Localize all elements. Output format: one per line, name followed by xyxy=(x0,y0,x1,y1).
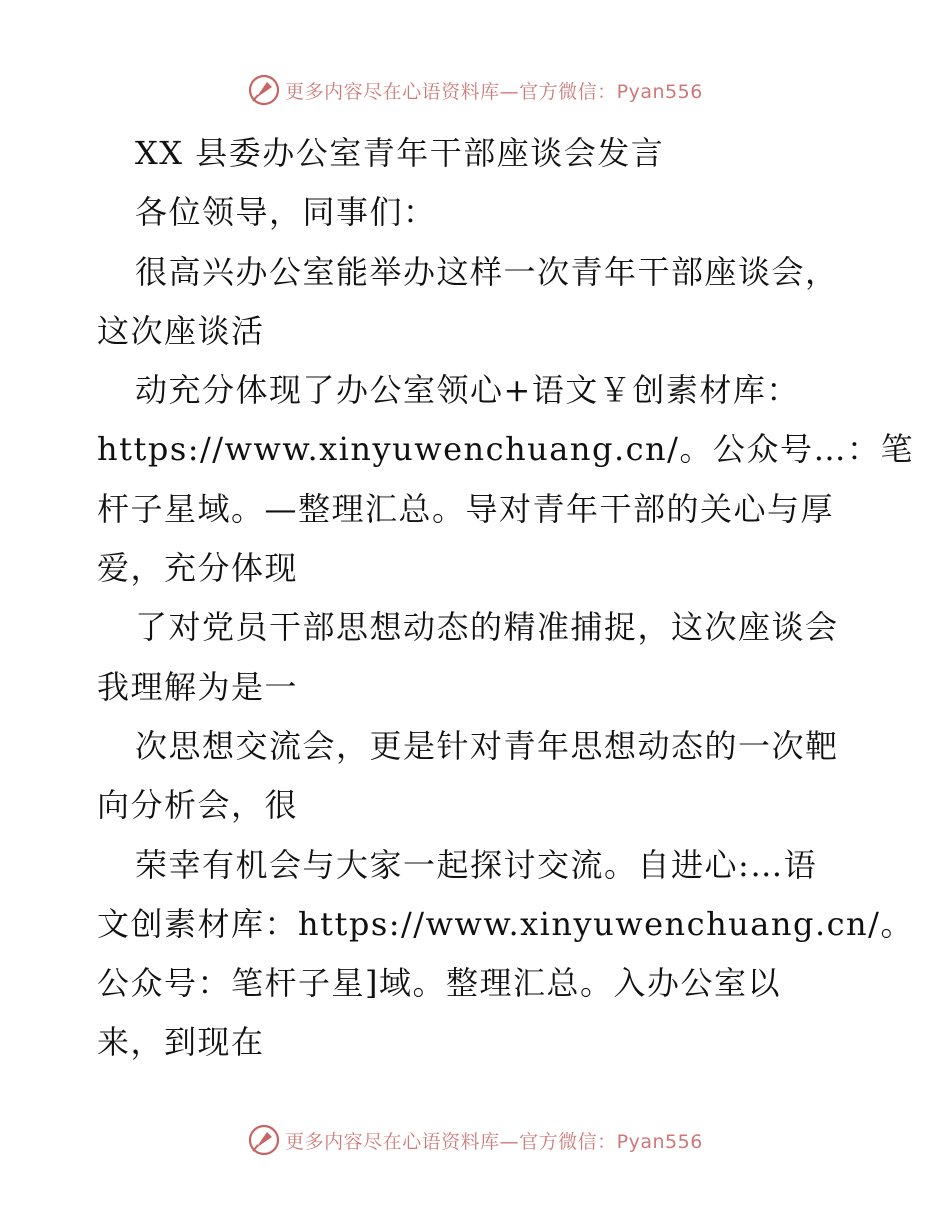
footer-banner xyxy=(0,1120,950,1160)
header-banner-text: 更多内容尽在心语资料库—官方微信：Pyan556 xyxy=(285,80,703,103)
paragraph-line: 文创素材库：https://www.xinyuwenchuang.cn/。 xyxy=(97,904,914,943)
document-title: XX 县委办公室青年干部座谈会发言 xyxy=(135,134,665,172)
paragraph-line: 荣幸有机会与大家一起探讨交流。自进心:…语 xyxy=(135,845,818,884)
paragraph-line: 公众号：笔杆子星]域。整理汇总。入办公室以 xyxy=(97,964,781,1003)
paragraph-line: 杆子星域。—整理汇总。导对青年干部的关心与厚 xyxy=(97,489,835,528)
paragraph-line: 爱，充分体现 xyxy=(97,549,299,588)
paragraph-line: 次思想交流会，更是针对青年思想动态的一次靶 xyxy=(135,726,839,765)
paragraph-line: 来，到现在 xyxy=(97,1023,265,1062)
paragraph-line: 我理解为是一 xyxy=(97,667,299,706)
document-body xyxy=(97,124,914,1073)
header-banner xyxy=(0,70,950,110)
paragraph-line: 各位领导，同事们： xyxy=(135,193,437,232)
pen-nib-logo-icon xyxy=(247,1123,281,1157)
paragraph-line: 动充分体现了办公室领心+语文￥创素材库： xyxy=(135,371,800,410)
pen-nib-logo-icon xyxy=(247,73,281,107)
paragraph-line: 这次座谈活 xyxy=(97,311,265,350)
paragraph-line: 了对党员干部思想动态的精准捕捉，这次座谈会 xyxy=(135,608,839,647)
footer-banner-text: 更多内容尽在心语资料库—官方微信：Pyan556 xyxy=(285,1130,703,1153)
paragraph-line: 很高兴办公室能举办这样一次青年干部座谈会， xyxy=(135,252,839,291)
paragraph-line: https://www.xinyuwenchuang.cn/。公众号…：笔 xyxy=(97,430,914,469)
paragraph-line: 向分析会，很 xyxy=(97,786,299,825)
